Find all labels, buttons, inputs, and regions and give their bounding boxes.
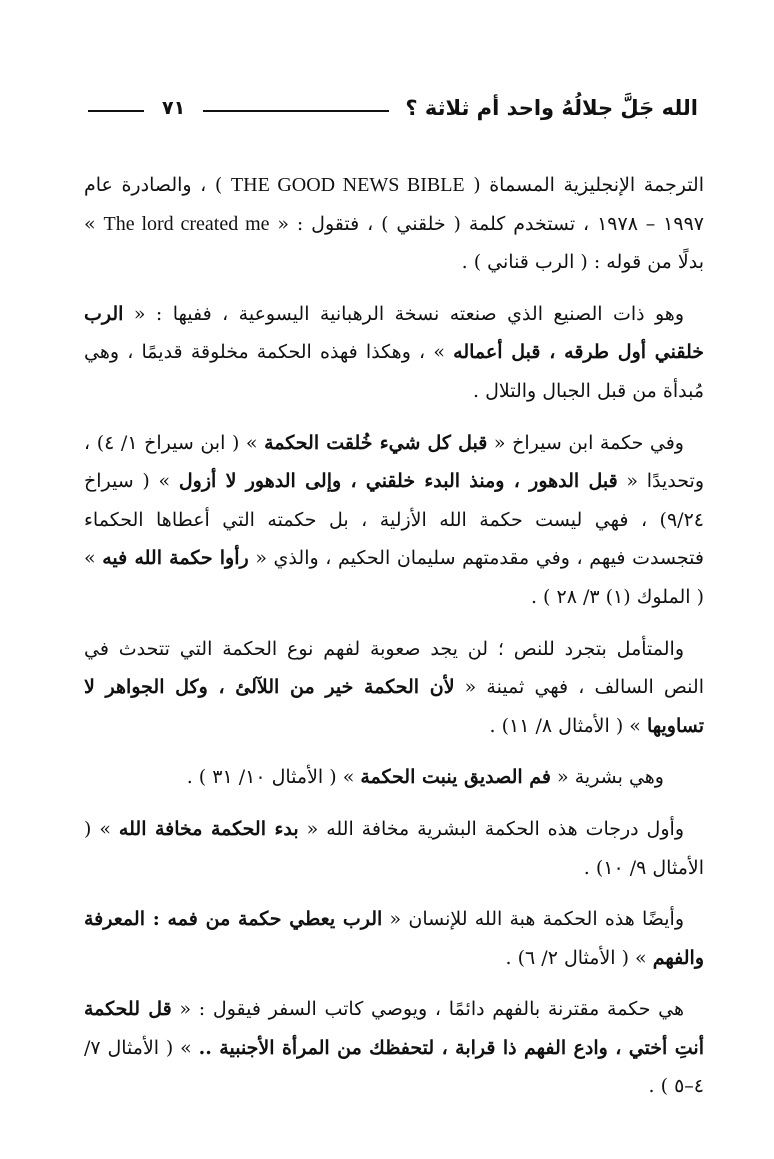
paragraph-1: [84, 166, 704, 282]
paragraph-5: [84, 758, 704, 797]
paragraph-text: وفي حكمة ابن سيراخ «: [487, 431, 684, 454]
paragraph-4: [84, 630, 704, 746]
paragraph-text: » ( الأمثال ٧/ ٤–٥ ) .: [84, 1036, 704, 1098]
paragraph-text: » ( ابن سيراخ ١/ ٤) ، وتحديدًا «: [84, 431, 705, 493]
page-number: ٧١: [162, 97, 186, 119]
paragraph-2: [84, 295, 704, 411]
paragraph-text: والمتأمل بتجرد للنص ؛ لن يجد صعوبة لفهم نوع الحكمة التي تتحدث في النص السالف ، فهي ثمينة «: [84, 637, 704, 699]
paragraph-text: وهو ذات الصنيع الذي صنعته نسخة الرهبانية اليسوعية ، ففيها : «: [123, 302, 684, 325]
latin-quote: The lord created me: [103, 212, 270, 235]
paragraph-text: الترجمة الإنجليزية المسماة (: [464, 174, 704, 196]
bold-quote: الرب خلقني أول طرقه ، قبل أعماله: [84, 302, 704, 364]
running-title: الله جَلَّ جلالُهُ واحد أم ثلاثة ؟: [405, 96, 698, 120]
bold-quote: قبل الدهور ، ومنذ البدء خلقني ، وإلى الدهور لا أزول: [178, 470, 618, 493]
page-body: [84, 166, 704, 1119]
bold-quote: فم الصديق ينبت الحكمة: [360, 766, 552, 789]
paragraph-text: » ( الملوك (١) ٣/ ٢٨ ) .: [84, 547, 704, 608]
paragraph-text: » ( الأمثال ٩/ ١٠) .: [84, 817, 704, 879]
page-header: [88, 88, 698, 128]
paragraph-text: » ( الأمثال ٨/ ١١) .: [489, 714, 647, 737]
bold-quote: قبل كل شيء خُلقت الحكمة: [264, 431, 488, 454]
bold-quote: بدء الحكمة مخافة الله: [118, 817, 299, 840]
paragraph-text: هي حكمة مقترنة بالفهم دائمًا ، ويوصي كاتب السفر فيقول : «: [171, 998, 685, 1021]
bold-quote: الرب يعطي حكمة من فمه : المعرفة والفهم: [84, 908, 704, 969]
paragraph-text: » بدلًا من قوله : ( الرب قناني ) .: [84, 212, 704, 274]
bold-quote: رأوا حكمة الله فيه: [102, 547, 249, 570]
paragraph-text: وأيضًا هذه الحكمة هبة الله للإنسان «: [382, 908, 684, 931]
paragraph-text: وهي بشرية «: [551, 766, 664, 789]
bold-quote: قل للحكمة أنتِ أختي ، وادع الفهم ذا قرابة ، لتحفظك من المرأة الأجنبية ..: [84, 998, 704, 1059]
paragraph-text: » ( سيراخ ٩/٢٤) ، فهي ليست حكمة الله الأزلية ، بل حكمته التي أعطاها الحكماء فتجسدت فيهم ، وفي مقدمتهم سليمان الحكيم ، والذي «: [84, 470, 704, 570]
latin-bible-title: THE GOOD NEWS BIBLE: [230, 174, 465, 196]
paragraph-text: » ، وهكذا فهذه الحكمة مخلوقة قديمًا ، وهي مُبدأة من قبل الجبال والتلال .: [84, 341, 704, 402]
paragraph-7: [84, 900, 704, 977]
header-rule-long: [203, 110, 389, 112]
paragraph-8: [84, 990, 704, 1106]
header-rule-short: [88, 110, 144, 112]
paragraph-text: ) ، والصادرة عام ١٩٩٧ – ١٩٧٨ ، تستخدم كلمة ( خلقني ) ، فتقول : «: [84, 174, 704, 235]
paragraph-text: وأول درجات هذه الحكمة البشرية مخافة الله «: [298, 817, 684, 840]
paragraph-text: » ( الأمثال ١٠/ ٣١ ) .: [186, 766, 361, 789]
paragraph-text: » ( الأمثال ٢/ ٦) .: [505, 946, 653, 969]
paragraph-6: [84, 810, 704, 887]
paragraph-3: [84, 424, 704, 617]
bold-quote: لأن الحكمة خير من اللآلئ ، وكل الجواهر لا تساويها: [84, 676, 704, 737]
